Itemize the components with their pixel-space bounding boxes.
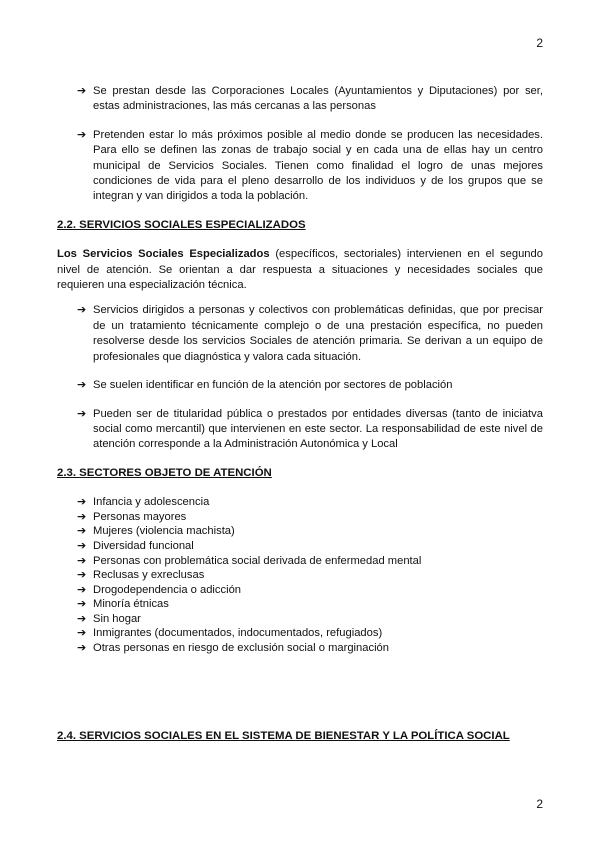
page-content xyxy=(57,84,543,656)
list-item-text: Mujeres (violencia machista) xyxy=(93,525,235,538)
arrow-icon: ➔ xyxy=(77,554,87,567)
list-item xyxy=(77,626,543,641)
list-item-text: Drogodependencia o adicción xyxy=(93,583,242,596)
page-number-top: 2 xyxy=(536,36,543,50)
arrow-icon: ➔ xyxy=(77,496,87,509)
arrow-icon: ➔ xyxy=(77,379,87,392)
arrow-icon: ➔ xyxy=(77,510,87,523)
arrow-icon: ➔ xyxy=(77,569,87,582)
bullet-item xyxy=(77,407,543,453)
bullet-item xyxy=(77,84,543,115)
section-heading-2-2: 2.2. SERVICIOS SOCIALES ESPECIALIZADOS xyxy=(57,218,306,231)
section-intro xyxy=(57,247,543,293)
list-item-text: Infancia y adolescencia xyxy=(93,496,210,509)
arrow-icon: ➔ xyxy=(77,525,87,538)
section-heading-2-4: 2.4. SERVICIOS SOCIALES EN EL SISTEMA DE BIENESTAR Y LA POLÍTICA SOCIAL xyxy=(57,730,510,742)
list-item xyxy=(77,612,543,627)
list-item xyxy=(77,568,543,583)
list-item-text: Minoría étnicas xyxy=(93,598,169,611)
arrow-icon: ➔ xyxy=(77,128,87,141)
bullet-text: Servicios dirigidos a personas y colectivos con problemáticas definidas, que por precisar de un tratamiento técnicamente complejo o de una prestación específica, no pueden resolverse desde los servicios Sociales de atención primaria. Se derivan a un equipo de profesionales que diagnóstica y valora cada situación. xyxy=(93,304,543,363)
list-item xyxy=(77,641,543,656)
list-item-text: Otras personas en riesgo de exclusión social o marginación xyxy=(93,642,390,655)
bullet-text: Pueden ser de titularidad pública o prestados por entidades diversas (tanto de iniciatva social como mercantil) que intervienen en este sector. La responsabilidad de este nivel de atención corresponde a la Administración Autonómica y Local xyxy=(93,407,543,451)
bullet-text: Se suelen identificar en función de la atención por sectores de población xyxy=(93,379,453,392)
arrow-icon: ➔ xyxy=(77,627,87,640)
section-heading-2-3: 2.3. SECTORES OBJETO DE ATENCIÓN xyxy=(57,466,272,479)
list-item xyxy=(77,495,543,510)
list-item xyxy=(77,510,543,525)
list-item-text: Personas con problemática social derivada de enfermedad mental xyxy=(93,554,422,567)
arrow-icon: ➔ xyxy=(77,583,87,596)
bullet-text: Se prestan desde las Corporaciones Locales (Ayuntamientos y Diputaciones) por ser, estas administraciones, las más cercanas a las personas xyxy=(93,85,543,113)
intro-bold: Los Servicios Sociales Especializados xyxy=(57,248,270,261)
intro-rest: (específicos, sectoriales) intervienen en el segundo nivel de atención. Se orientan a dar respuesta a situaciones y necesidades sociales que requieren una especialización técnica. xyxy=(57,248,543,292)
list-item xyxy=(77,554,543,569)
bullet-item xyxy=(77,378,543,393)
sectors-list xyxy=(57,495,543,656)
arrow-icon: ➔ xyxy=(77,642,87,655)
list-item-text: Diversidad funcional xyxy=(93,539,194,552)
list-item xyxy=(77,539,543,554)
arrow-icon: ➔ xyxy=(77,407,87,420)
list-item-text: Personas mayores xyxy=(93,510,187,523)
page-number-bottom: 2 xyxy=(536,797,543,811)
bullet-text: Pretenden estar lo más próximos posible al medio donde se producen las necesidades. Para ello se definen las zonas de trabajo social y en cada una de ellas hay un centro municipal de Servicios Sociales. Tienen como finalidad el logro de unas mejores condiciones de vida para el pleno desarrollo de los individuos y de los grupos que se integran y van dirigidos a toda la población. xyxy=(93,128,543,203)
list-item xyxy=(77,597,543,612)
arrow-icon: ➔ xyxy=(77,539,87,552)
arrow-icon: ➔ xyxy=(77,598,87,611)
bullet-item xyxy=(77,128,543,205)
list-item xyxy=(77,524,543,539)
list-item-text: Reclusas y exreclusas xyxy=(93,569,205,582)
arrow-icon: ➔ xyxy=(77,612,87,625)
arrow-icon: ➔ xyxy=(77,304,87,317)
list-item xyxy=(77,583,543,598)
bullet-item xyxy=(77,303,543,365)
list-item-text: Inmigrantes (documentados, indocumentados, refugiados) xyxy=(93,627,383,640)
arrow-icon: ➔ xyxy=(77,85,87,97)
list-item-text: Sin hogar xyxy=(93,612,141,625)
